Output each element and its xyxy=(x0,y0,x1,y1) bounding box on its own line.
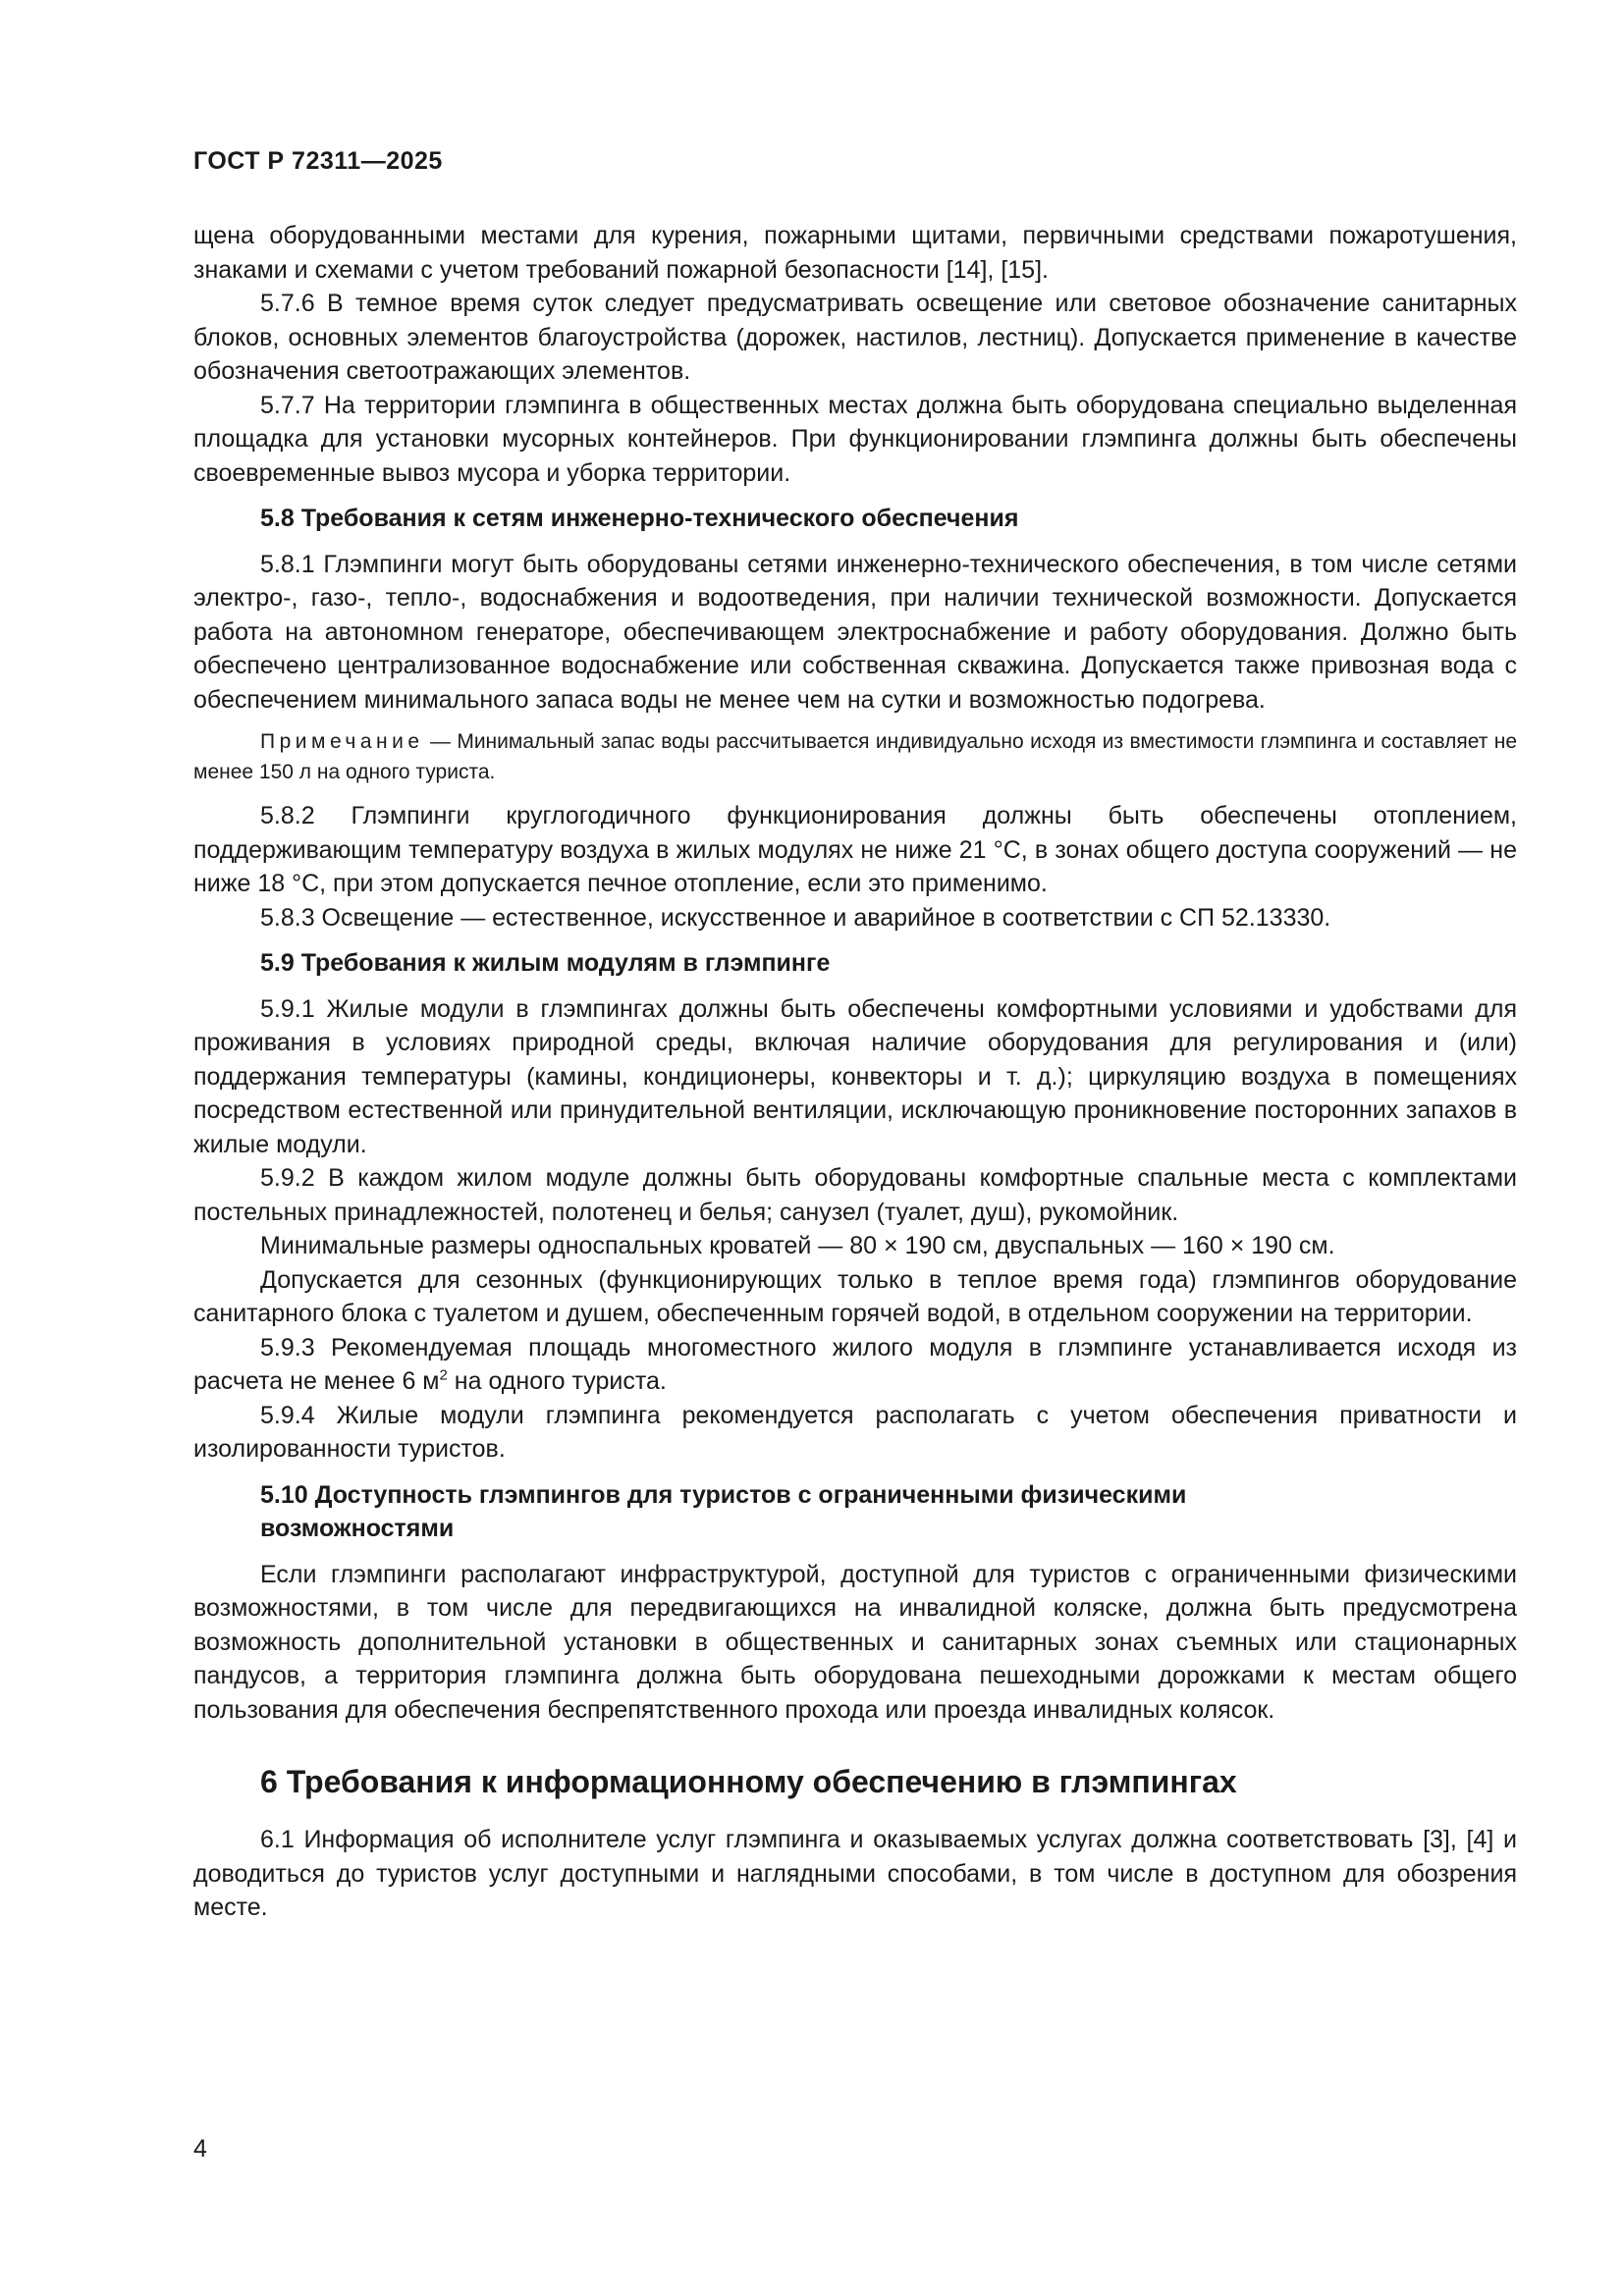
note-text: — Минимальный запас воды рассчитывается индивидуально исходя из вместимости глэмпинга и составляет не менее 150 л на одного туриста. xyxy=(193,730,1517,783)
paragraph-6-1: 6.1 Информация об исполнителе услуг глэмпинга и оказываемых услугах должна соответствовать [3], [4] и доводиться до туристов услуг доступными и наглядными способами, в том числе в доступном для обозрения месте. xyxy=(193,1826,1517,1921)
paragraph-5-8-1: 5.8.1 Глэмпинги могут быть оборудованы сетями инженерно-технического обеспечения, в том числе сетями электро-, газо-, тепло-, водоснабжения и водоотведения, при наличии технической возможности. Допускается работа на автономном генераторе, обеспечивающем электроснабжение и работу оборудования. Должно быть обеспечено централизованное водоснабжение или собственная скважина. Допускается также привозная вода с обеспечением минимального запаса воды не менее чем на сутки и возможностью подогрева. xyxy=(193,550,1517,714)
document-page xyxy=(193,147,1517,1925)
paragraph-5-7-7: 5.7.7 На территории глэмпинга в общественных местах должна быть оборудована специально выделенная площадка для установки мусорных контейнеров. При функционировании глэмпинга должны быть обеспечены своевременные вывоз мусора и уборка территории. xyxy=(193,391,1517,487)
paragraph-5-10: Если глэмпинги располагают инфраструктурой, доступной для туристов с ограниченными физическими возможностями, в том числе для передвигающихся на инвалидной коляске, должна быть предусмотрена возможность дополнительной установки в общественных и санитарных зонах съемных или стационарных пандусов, а территория глэмпинга должна быть оборудована пешеходными дорожками к местам общего пользования для обеспечения беспрепятственного прохода или проезда инвалидных колясок. xyxy=(193,1560,1517,1724)
paragraph-seasonal: Допускается для сезонных (функционирующих только в теплое время года) глэмпингов оборудование санитарного блока с туалетом и душем, обеспеченным горячей водой, в отдельном сооружении на территории. xyxy=(193,1265,1517,1327)
heading-5-9: 5.9 Требования к жилым модулям в глэмпинге xyxy=(260,949,831,977)
p593-text: 5.9.3 Рекомендуемая площадь многоместного жилого модуля в глэмпинге устанавливается исходя из расчета не менее 6 м xyxy=(193,1333,1517,1395)
paragraph-5-8-3: 5.8.3 Освещение — естественное, искусственное и аварийное в соответствии с СП 52.13330. xyxy=(260,903,1331,932)
paragraph-5-9-1: 5.9.1 Жилые модули в глэмпингах должны быть обеспечены комфортными условиями и удобствами для проживания в условиях природной среды, включая наличие оборудования для регулирования и (или) поддержания температуры (камины, кондиционеры, конвекторы и т. д.); циркуляцию воздуха в помещениях посредством естественной или принудительной вентиляции, исключающую проникновение посторонних запахов в жилые модули. xyxy=(193,994,1517,1158)
paragraph-5-9-2: 5.9.2 В каждом жилом модуле должны быть оборудованы комфортные спальные места с комплектами постельных принадлежностей, полотенец и белья; санузел (туалет, душ), рукомойник. xyxy=(193,1164,1517,1226)
heading-5-8: 5.8 Требования к сетям инженерно-технического обеспечения xyxy=(260,505,1019,532)
paragraph-continuation: щена оборудованными местами для курения, пожарными щитами, первичными средствами пожаротушения, знаками и схемами с учетом требований пожарной безопасности [14], [15]. xyxy=(193,222,1517,284)
p593-tail: на одного туриста. xyxy=(447,1367,667,1395)
heading-5-10: 5.10 Доступность глэмпингов для туристов с ограниченными физическими возможностями xyxy=(260,1480,1187,1542)
document-header: ГОСТ Р 72311—2025 xyxy=(193,147,443,175)
paragraph-5-9-3 xyxy=(193,1331,1517,1399)
paragraph-5-9-4: 5.9.4 Жилые модули глэмпинга рекомендуется располагать с учетом обеспечения приватности и изолированности туристов. xyxy=(193,1401,1517,1463)
page-number: 4 xyxy=(193,2135,207,2163)
paragraph-bed-sizes: Минимальные размеры односпальных кроватей — 80 × 190 см, двуспальных — 160 × 190 см. xyxy=(260,1232,1335,1259)
p593-superscript: 2 xyxy=(439,1366,448,1384)
paragraph-5-7-6: 5.7.6 В темное время суток следует предусматривать освещение или световое обозначение санитарных блоков, основных элементов благоустройства (дорожек, настилов, лестниц). Допускается применение в качестве обозначения светоотражающих элементов. xyxy=(193,290,1517,385)
note-label: Примечание xyxy=(260,730,424,753)
section-heading-6: 6 Требования к информационному обеспечению в глэмпингах xyxy=(260,1764,1237,1799)
paragraph-5-8-2: 5.8.2 Глэмпинги круглогодичного функционирования должны быть обеспечены отоплением, поддерживающим температуру воздуха в жилых модулях не ниже 21 °С, в зонах общего доступа сооружений — не ниже 18 °С, при этом допускается печное отопление, если это применимо. xyxy=(193,802,1517,897)
note xyxy=(193,726,1517,787)
